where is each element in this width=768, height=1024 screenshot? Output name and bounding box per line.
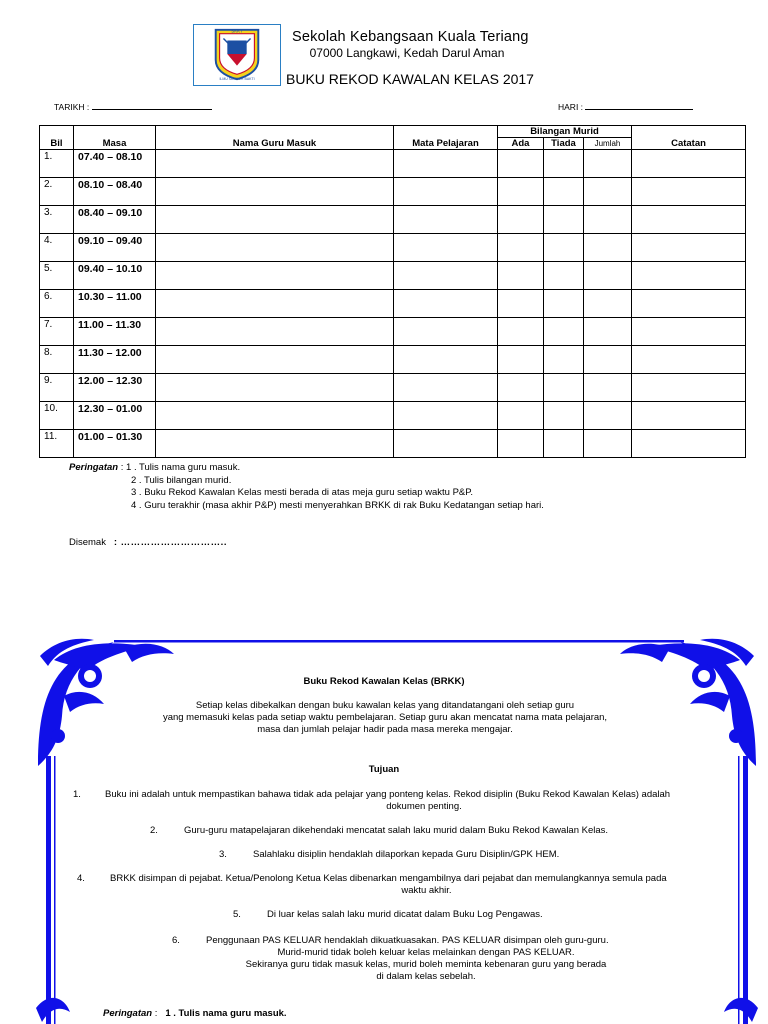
cell-jumlah[interactable] [584,402,632,430]
tujuan-item-6-line-1: Penggunaan PAS KELUAR hendaklah dikuatkuasakan. PAS KELUAR disimpan oleh guru-guru. [206,935,609,946]
cell-tiada[interactable] [544,150,584,178]
cell-ada[interactable] [498,318,544,346]
header-catatan: Catatan [632,138,746,150]
reminder-item-4: 4 . Guru terakhir (masa akhir P&P) mesti menyerahkan BRKK di rak Buku Kedatangan setiap hari. [131,499,544,511]
hari-blank[interactable] [585,101,693,110]
cell-masa: 07.40 – 08.10 [74,150,156,178]
cell-nama-guru[interactable] [156,206,394,234]
cell-masa: 09.40 – 10.10 [74,262,156,290]
cell-mata-pelajaran[interactable] [394,430,498,458]
cell-masa: 12.30 – 01.00 [74,402,156,430]
header-ada: Ada [498,138,544,150]
cell-ada[interactable] [498,262,544,290]
cell-tiada[interactable] [544,318,584,346]
brkk-reminder-item-1: 1 . Tulis nama guru masuk. [165,1008,287,1019]
header-nama-spacer [156,126,394,138]
tujuan-item-2-number: 2. [150,825,158,836]
tujuan-item-3-number: 3. [219,849,227,860]
cell-catatan[interactable] [632,402,746,430]
tujuan-item-1-number: 1. [73,789,81,800]
cell-catatan[interactable] [632,346,746,374]
cell-ada[interactable] [498,206,544,234]
tujuan-item-6-number: 6. [172,935,180,946]
cell-ada[interactable] [498,374,544,402]
table-row [40,290,746,318]
cell-nama-guru[interactable] [156,178,394,206]
cell-mata-pelajaran[interactable] [394,150,498,178]
header-masa-spacer [74,126,156,138]
cell-nama-guru[interactable] [156,150,394,178]
cell-bil: 9. [40,374,74,402]
cell-ada[interactable] [498,402,544,430]
cell-ada[interactable] [498,430,544,458]
table-row [40,402,746,430]
brkk-intro [140,700,630,736]
tarikh-blank[interactable] [92,101,212,110]
reminder-item-1: : 1 . Tulis nama guru masuk. [120,462,241,473]
cell-mata-pelajaran[interactable] [394,402,498,430]
cell-jumlah[interactable] [584,234,632,262]
brkk-title: Buku Rekod Kawalan Kelas (BRKK) [303,676,465,687]
cell-tiada[interactable] [544,234,584,262]
tujuan-item-3-line-1: Salahlaku disiplin hendaklah dilaporkan kepada Guru Disiplin/GPK HEM. [253,849,560,860]
cell-bil: 5. [40,262,74,290]
cell-ada[interactable] [498,290,544,318]
cell-catatan[interactable] [632,150,746,178]
cell-mata-pelajaran[interactable] [394,346,498,374]
tujuan-item-6 [172,935,672,983]
tujuan-item-4-line-2: waktu akhir. [401,885,452,896]
cell-nama-guru[interactable] [156,346,394,374]
cell-masa: 11.00 – 11.30 [74,318,156,346]
table-row [40,206,746,234]
brkk-intro-line-3: masa dan jumlah pelajar hadir pada masa mereka mengajar. [257,724,513,735]
tarikh-label: TARIKH : [54,102,90,112]
brkk-reminder-label: Peringatan [103,1008,153,1019]
school-name: Sekolah Kebangsaan Kuala Teriang [292,29,529,45]
brkk-intro-line-1: Setiap kelas dibekalkan dengan buku kawalan kelas yang ditandatangani oleh setiap guru [195,700,575,711]
cell-mata-pelajaran[interactable] [394,374,498,402]
tujuan-item-1-line-1: Buku ini adalah untuk mempastikan bahawa tidak ada pelajar yang ponteng kelas. Rekod disiplin (Buku Rekod Kawalan Kelas) adalah [105,789,671,800]
cell-tiada[interactable] [544,374,584,402]
header-tiada: Tiada [544,138,584,150]
tujuan-item-4-number: 4. [77,873,85,884]
cell-catatan[interactable] [632,234,746,262]
cell-catatan[interactable] [632,318,746,346]
table-row [40,234,746,262]
cell-jumlah[interactable] [584,430,632,458]
tarikh-field[interactable] [54,101,212,112]
cell-ada[interactable] [498,178,544,206]
cell-bil: 4. [40,234,74,262]
cell-masa: 10.30 – 11.00 [74,290,156,318]
school-crest-icon [194,25,280,85]
table-row [40,262,746,290]
brkk-reminder: Peringatan : 1 . Tulis nama guru masuk. [103,1008,287,1019]
table-row [40,346,746,374]
class-record-table [39,125,746,458]
header-mata-pelajaran: Mata Pelajaran [394,138,498,150]
school-address: 07000 Langkawi, Kedah Darul Aman [309,46,505,60]
cell-catatan[interactable] [632,262,746,290]
cell-catatan[interactable] [632,206,746,234]
tujuan-item-6-line-4: di dalam kelas sebelah. [376,971,476,982]
tujuan-item-5 [233,909,633,921]
cell-jumlah[interactable] [584,150,632,178]
cell-bil: 2. [40,178,74,206]
cell-nama-guru[interactable] [156,374,394,402]
header-bil-spacer [40,126,74,138]
tujuan-item-2-line-1: Guru-guru matapelajaran dikehendaki mencatat salah laku murid dalam Buku Rekod Kawalan Kelas. [184,825,609,836]
cell-bil: 11. [40,430,74,458]
cell-ada[interactable] [498,346,544,374]
cell-nama-guru[interactable] [156,402,394,430]
cell-nama-guru[interactable] [156,318,394,346]
hari-label: HARI : [558,102,584,112]
cell-jumlah[interactable] [584,318,632,346]
cell-tiada[interactable] [544,206,584,234]
cell-bil: 10. [40,402,74,430]
cell-mata-pelajaran[interactable] [394,318,498,346]
tujuan-item-6-line-3: Sekiranya guru tidak masuk kelas, murid boleh meminta kebenaran guru yang berada [245,959,607,970]
cell-bil: 8. [40,346,74,374]
table-row [40,150,746,178]
table-row [40,374,746,402]
table-row [40,430,746,458]
table-row [40,178,746,206]
cell-catatan[interactable] [632,374,746,402]
header-jumlah: Jumlah [584,138,632,150]
logo-text-bottom: ILMU SUMBER BAKTI [219,77,255,82]
tujuan-item-6-line-2: Murid-murid tidak boleh keluar kelas melainkan dengan PAS KELUAR. [277,947,575,958]
cell-bil: 6. [40,290,74,318]
cell-tiada[interactable] [544,290,584,318]
cell-mata-pelajaran[interactable] [394,206,498,234]
brkk-intro-line-2: yang memasuki kelas pada setiap waktu pembelajaran. Setiap guru akan mencatat nama mata pelajaran, [162,712,608,723]
cell-jumlah[interactable] [584,346,632,374]
cell-jumlah[interactable] [584,290,632,318]
header-nama-guru: Nama Guru Masuk [156,138,394,150]
disemak-field[interactable] [69,537,227,548]
cell-jumlah[interactable] [584,262,632,290]
cell-masa: 11.30 – 12.00 [74,346,156,374]
tujuan-item-1 [73,789,743,813]
tujuan-item-1-line-2: dokumen penting. [386,801,462,812]
cell-tiada[interactable] [544,262,584,290]
header-mata-spacer [394,126,498,138]
disemak-label: Disemak [69,537,106,548]
header-bilangan-murid: Bilangan Murid [498,126,632,138]
cell-nama-guru[interactable] [156,234,394,262]
cell-nama-guru[interactable] [156,290,394,318]
tujuan-item-2 [150,825,710,837]
tujuan-item-3 [219,849,699,861]
cell-masa: 08.40 – 09.10 [74,206,156,234]
cell-masa: 09.10 – 09.40 [74,234,156,262]
cell-masa: 01.00 – 01.30 [74,430,156,458]
cell-tiada[interactable] [544,402,584,430]
cell-mata-pelajaran[interactable] [394,178,498,206]
cell-jumlah[interactable] [584,206,632,234]
cell-mata-pelajaran[interactable] [394,290,498,318]
cell-tiada[interactable] [544,430,584,458]
cell-bil: 3. [40,206,74,234]
tujuan-heading: Tujuan [368,764,400,775]
disemak-value[interactable]: : ………………………….. [113,537,227,548]
tujuan-item-4-line-1: BRKK disimpan di pejabat. Ketua/Penolong Ketua Kelas dibenarkan mengambilnya dari pejabat dan memulangkannya semula pada [110,873,667,884]
cell-catatan[interactable] [632,430,746,458]
hari-field[interactable] [558,101,693,112]
cell-ada[interactable] [498,150,544,178]
cell-jumlah[interactable] [584,178,632,206]
cell-masa: 08.10 – 08.40 [74,178,156,206]
reminder-item-3: 3 . Buku Rekod Kawalan Kelas mesti berada di atas meja guru setiap waktu P&P. [131,487,474,498]
reminder-label: Peringatan [69,462,119,473]
cell-tiada[interactable] [544,178,584,206]
cell-jumlah[interactable] [584,374,632,402]
cell-catatan[interactable] [632,178,746,206]
header-catatan-spacer [632,126,746,138]
document-title: BUKU REKOD KAWALAN KELAS 2017 [286,71,534,87]
cell-mata-pelajaran[interactable] [394,262,498,290]
reminder-item-2: 2 . Tulis bilangan murid. [131,474,232,486]
reminder-notes [69,462,544,512]
cell-bil: 7. [40,318,74,346]
school-logo [193,24,281,86]
tujuan-item-5-line-1: Di luar kelas salah laku murid dicatat dalam Buku Log Pengawas. [267,909,543,920]
cell-catatan[interactable] [632,290,746,318]
cell-masa: 12.00 – 12.30 [74,374,156,402]
cell-tiada[interactable] [544,346,584,374]
logo-text-top: SKKT [231,28,243,34]
cell-ada[interactable] [498,234,544,262]
cell-nama-guru[interactable] [156,430,394,458]
tujuan-item-5-number: 5. [233,909,241,920]
cell-nama-guru[interactable] [156,262,394,290]
cell-bil: 1. [40,150,74,178]
header-bil: Bil [40,138,74,150]
cell-mata-pelajaran[interactable] [394,234,498,262]
table-row [40,318,746,346]
tujuan-item-4 [77,873,743,897]
header-masa: Masa [74,138,156,150]
